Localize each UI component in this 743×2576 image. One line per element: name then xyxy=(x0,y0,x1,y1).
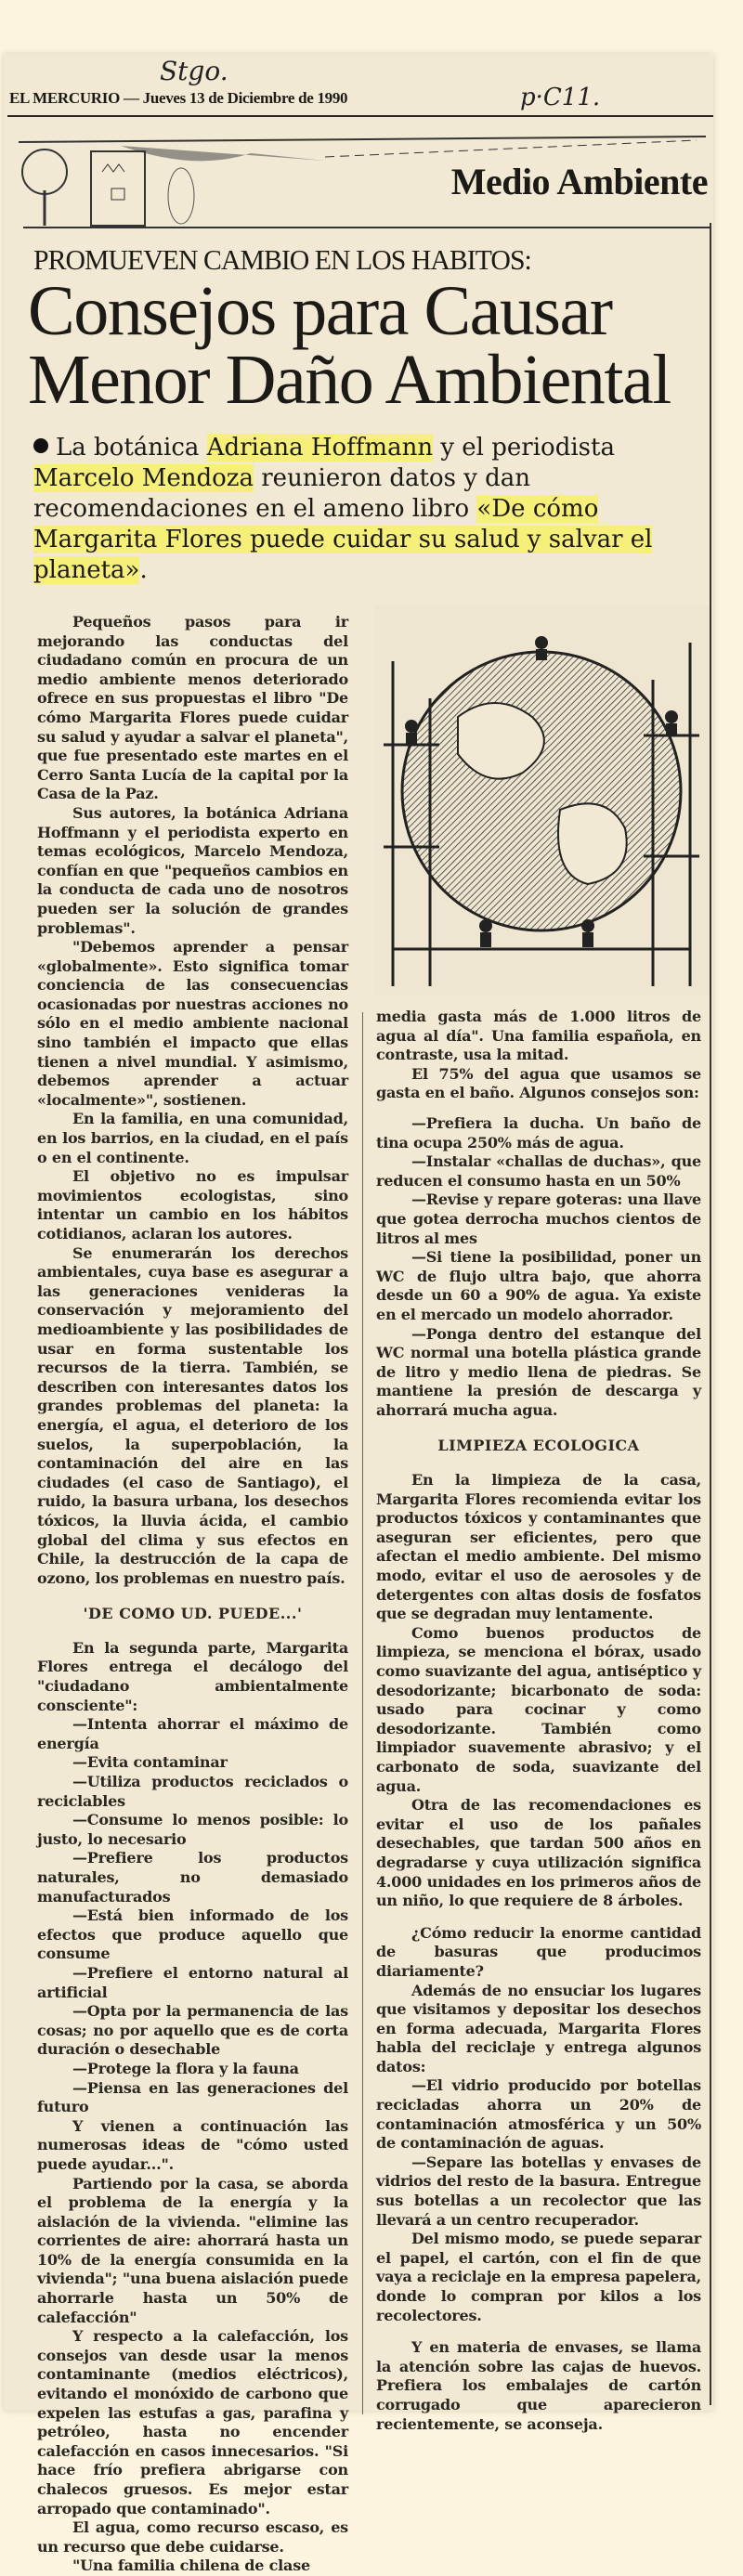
globe-repair-illustration xyxy=(374,605,709,995)
body-paragraph: Como buenos productos de limpieza, se menciona el bórax, usado como suavizante del agua, antiséptico y desodorizante; bicarbonato de soda: usado para cocinar y como desodorizante. También como limpiador suavemente abrasivo; y el carbonato de soda, suavizante del agua. xyxy=(376,1623,701,1795)
list-item: —Ponga dentro del estanque del WC normal una botella plástica grande de litro y medio llena de piedras. Se mantiene la presión de descarga y ahorrará mucha agua. xyxy=(376,1324,701,1419)
headline-line-1: Consejos para Causar xyxy=(28,272,612,350)
body-paragraph: "Una familia chilena de clase xyxy=(72,2556,311,2575)
body-paragraph: Además de no ensuciar los lugares que visitamos y depositar los desechos en forma adecuada, Margarita Flores habla del reciclaje y entrega algunos datos: xyxy=(376,1981,701,2075)
highlighted-author-1: Adriana Hoffmann xyxy=(206,434,434,462)
body-paragraph: En la familia, en una comunidad, en los barrios, en la ciudad, en el país o en el continente. xyxy=(37,1110,348,1166)
body-paragraph: El 75% del agua que usamos se gasta en el baño. Algunos consejos son: xyxy=(376,1064,701,1102)
article-column-left xyxy=(37,613,348,2576)
list-item: —Prefiere los productos naturales, no demasiado manufacturados xyxy=(37,1849,348,1906)
masthead-rule xyxy=(7,115,713,117)
lead-text: . xyxy=(139,556,148,584)
water-tips-list xyxy=(376,1114,701,1421)
subheading: 'DE COMO UD. PUEDE...' xyxy=(83,1605,303,1623)
list-item: —Revise y repare goteras: una llave que gotea derrocha muchos cientos de litros al mes xyxy=(376,1190,701,1247)
masthead-date: EL MERCURIO — Jueves 13 de Diciembre de 1990 xyxy=(9,89,348,107)
handwritten-city-note: Stgo. xyxy=(160,56,228,86)
lead-text: reunieron datos y dan recomendaciones en el ameno libro xyxy=(33,464,531,523)
lead-text: y el periodista xyxy=(433,434,615,462)
list-item: —Opta por la permanencia de las cosas; no por aquello que es de corta duración o desechable xyxy=(37,2002,348,2059)
recycling-list xyxy=(376,2076,701,2230)
list-item: —Piensa en las generaciones del futuro xyxy=(37,2078,348,2116)
highlighted-author-2: Marcelo Mendoza xyxy=(33,464,254,492)
body-paragraph: Sus autores, la botánica Adriana Hoffmann y el periodista experto en temas ecológicos, Marcelo Mendoza, confían en que "pequeños cambios en la conducta de cada uno de nosotros pueden ser la solución de grandes problemas". xyxy=(37,803,348,937)
kicker: PROMUEVEN CAMBIO EN LOS HABITOS: xyxy=(33,243,531,276)
body-paragraph: Otra de las recomendaciones es evitar el uso de los pañales desechables, que tardan 500 años en degradarse y cuya utilización significa 4.000 unidades en los primeros años de un niño, lo que requiere de 8 árboles. xyxy=(376,1796,701,1910)
list-item: —Intenta ahorrar el máximo de energía xyxy=(37,1715,348,1752)
list-item: —Protege la flora y la fauna xyxy=(72,2059,299,2077)
list-item: —Utiliza productos reciclados o reciclables xyxy=(37,1773,348,1810)
body-paragraph: El objetivo no es impulsar movimientos ecologistas, sino intentar un cambio en los hábitos cotidianos, aclaran los autores. xyxy=(37,1167,348,1242)
list-item: —Consume lo menos posible: lo justo, lo necesario xyxy=(37,1811,348,1848)
list-item: —El vidrio producido por botellas recicladas ahorra un 20% de contaminación atmosférica y un 50% de contaminación de aguas. xyxy=(376,2076,701,2153)
body-paragraph: Se enumerarán los derechos ambientales, cuya base es asegurar a las generaciones venideras la conservación y mejoramiento del medioambiente y las posibilidades de usar en forma sustentable los recursos de la tierra. También, se describen con interesantes datos los grandes problemas del planeta: la energía, el agua, el deterioro de los suelos, la superpoblación, la contaminación del aire en las ciudades (el caso de Santiago), el ruido, la basura urbana, los desechos tóxicos, la lluvia ácida, el cambio global del clima y sus efectos en Chile, la destrucción de la capa de ozono, los problemas en nuestro país. xyxy=(37,1243,348,1587)
body-paragraph: Y respecto a la calefacción, los consejos van desde usar la menos contaminante (medios eléctricos), evitando el monóxido de carbono que expelen las estufas a gas, parafina y petróleo, hasta no encender calefacción en casos innecesarios. "Si hace frío prefiera abrigarse con chalecos gruesos. Es mejor estar arropado que contaminado". xyxy=(37,2327,348,2517)
list-item: —Está bien informado de los efectos que produce aquello que consume xyxy=(37,1906,348,1963)
section-title: Medio Ambiente xyxy=(450,161,708,202)
body-paragraph: En la limpieza de la casa, Margarita Flores recomienda evitar los productos tóxicos y contaminantes que aseguran ser eficientes, pero que afectan el medio ambiente. Del mismo modo, evitar el uso de aerosoles y de detergentes con altas dosis de fosfatos que se degradan muy lentamente. xyxy=(376,1471,701,1623)
headline xyxy=(28,272,671,419)
lead-paragraph xyxy=(33,433,702,586)
body-paragraph: En la segunda parte, Margarita Flores entrega el decálogo del "ciudadano ambientalmente consciente": xyxy=(37,1638,348,1714)
body-paragraph: ¿Cómo reducir la enorme cantidad de basuras que producimos diariamente? xyxy=(376,1923,701,1980)
body-paragraph: Y vienen a continuación las numerosas ideas de "cómo usted puede ayudar...". xyxy=(37,2116,348,2173)
subheading: LIMPIEZA ECOLOGICA xyxy=(437,1437,640,1455)
body-paragraph: Pequeños pasos para ir mejorando las conductas del ciudadano común en procura de un medio ambiente menos deteriorado ofrece en sus propuestas el libro "De cómo Margarita Flores puede cuidar su salud y ayudar a salvar el planeta", que fue presentado este martes en el Cerro Santa Lucía de la capital por la Casa de la Paz. xyxy=(37,613,348,803)
list-item: —Si tiene la posibilidad, poner un WC de flujo ultra bajo, que ahorra desde un 60 a 90% de agua. Ya existe en el mercado un modelo ahorrador. xyxy=(376,1248,701,1323)
list-item: —Instalar «challas de duchas», que reducen el consumo hasta en un 50% xyxy=(376,1152,701,1190)
body-paragraph: media gasta más de 1.000 litros de agua al día". Una familia española, en contraste, usa la mitad. xyxy=(376,1008,701,1064)
list-item: —Separe las botellas y envases de vidrios del resto de la basura. Entregue sus botellas a un recolector que las llevará a un centro recuperador. xyxy=(376,2153,701,2229)
highlighted-book-title: «De cómo Margarita Flores puede cuidar su salud y salvar el planeta» xyxy=(33,495,653,584)
column-divider xyxy=(362,1012,363,2414)
body-paragraph: Y en materia de envases, se llama la atención sobre las cajas de huevos. Prefiera los embalajes de cartón corrugado que aparecieron recientemente, se aconseja. xyxy=(376,2338,701,2433)
headline-line-2: Menor Daño Ambiental xyxy=(28,341,671,419)
body-paragraph: El agua, como recurso escaso, es un recurso que debe cuidarse. xyxy=(37,2518,348,2556)
decalogo-list xyxy=(37,1715,348,2116)
list-item: —Prefiere el entorno natural al artificial xyxy=(37,1963,348,2001)
body-paragraph: "Debemos aprender a pensar «globalmente». Esto significa tomar conciencia de las consecuencias ocasionadas por nuestras acciones no sólo en el medio ambiente nacional sino también el impacto que ellas tienen a nivel mundial. Y asimismo, debemos aprender a actuar «localmente»", sostienen. xyxy=(37,938,348,1109)
handwritten-page-note: p·C11. xyxy=(520,84,601,111)
list-item: —Prefiera la ducha. Un baño de tina ocupa 250% más de agua. xyxy=(376,1113,701,1151)
body-paragraph: Partiendo por la casa, se aborda el problema de la energía y la aislación de la vivienda. "elimine las corrientes de aire: ahorrará hasta un 10% de la energía consumida en la vivienda"; "una buena aislación puede ahorrarle hasta un 50% de calefacción" xyxy=(37,2174,348,2326)
article-box-rule xyxy=(710,223,711,2405)
lead-text: La botánica xyxy=(56,434,207,462)
list-item: —Evita contaminar xyxy=(72,1753,228,1772)
article-column-right xyxy=(376,1008,701,2434)
bullet-icon xyxy=(33,438,48,453)
body-paragraph: Del mismo modo, se puede separar el papel, el cartón, con el fin de que vaya a reciclaje en la empresa papelera, donde lo compran por kilos a los recolectores. xyxy=(376,2230,701,2324)
